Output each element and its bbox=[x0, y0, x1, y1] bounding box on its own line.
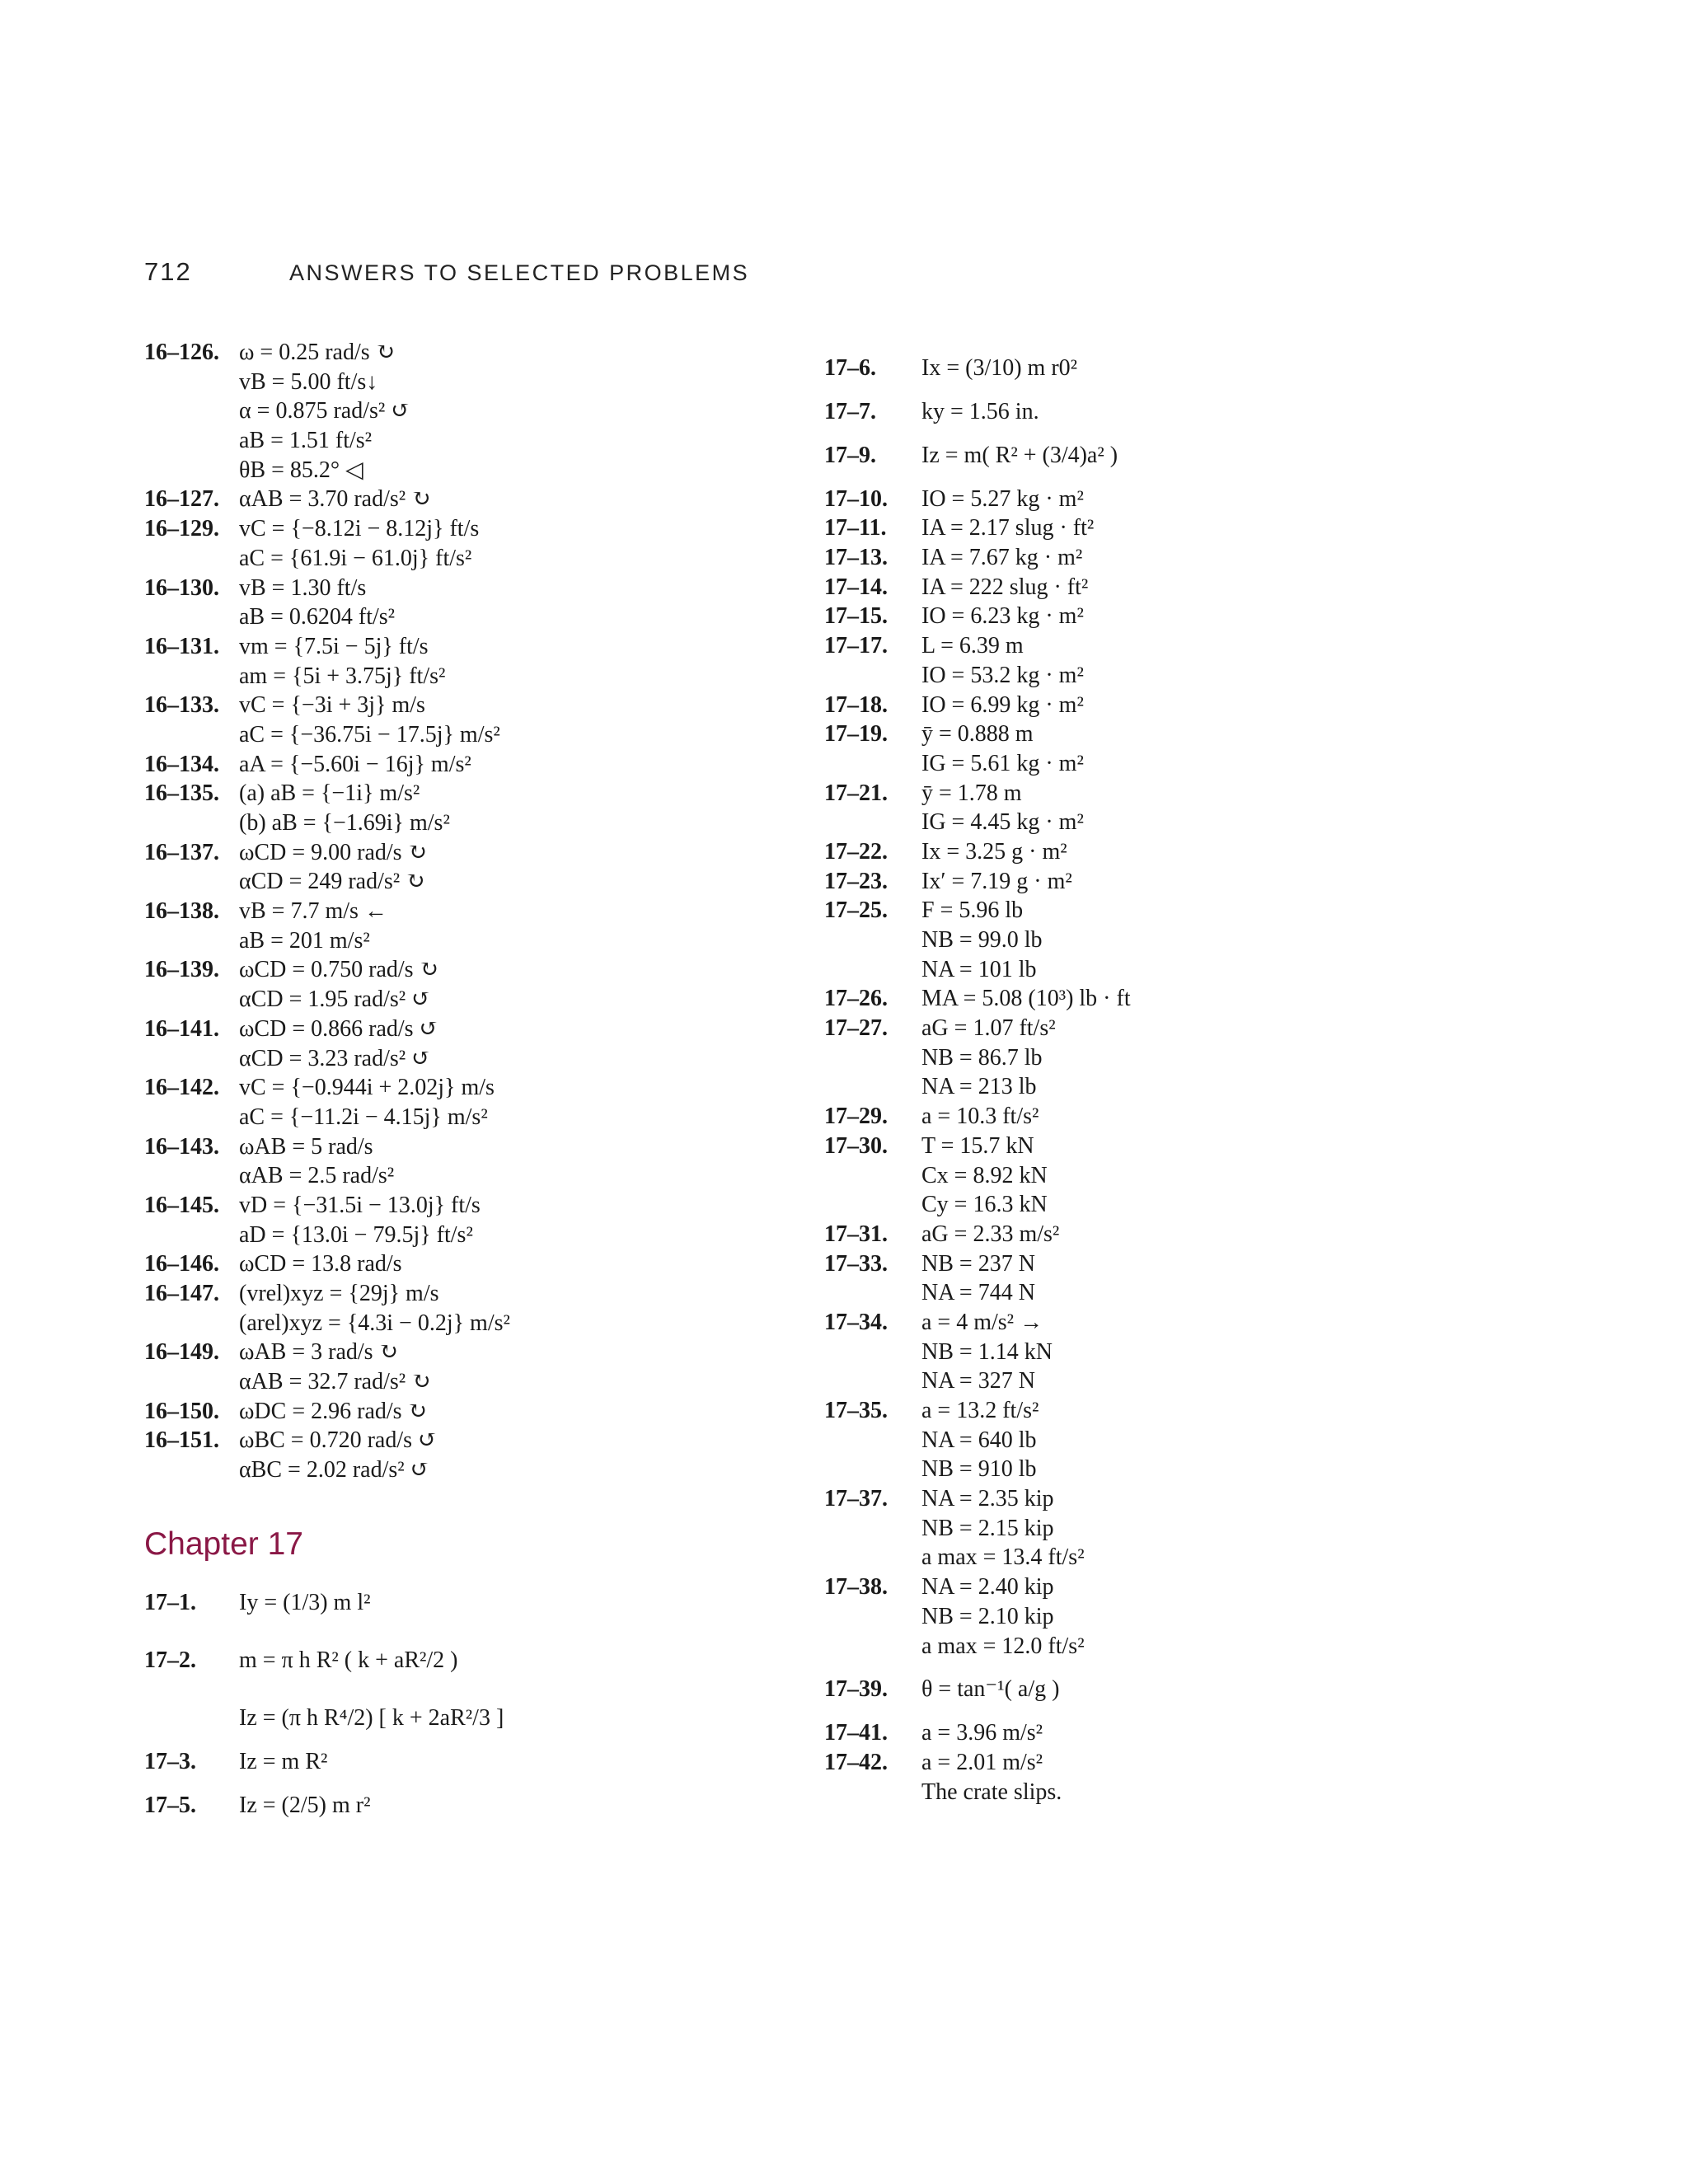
problem-number: 16–127. bbox=[144, 486, 219, 513]
answer-row bbox=[144, 632, 820, 662]
answer-value: am = {5i + 3.75j} ft/s² bbox=[239, 663, 446, 689]
answers-right-column bbox=[824, 340, 1566, 1807]
answer-value: Ix = (3/10) m r0² bbox=[921, 355, 1078, 381]
problem-number: 16–131. bbox=[144, 633, 219, 659]
problem-number: 17–7. bbox=[824, 399, 876, 424]
answer-row bbox=[144, 426, 820, 456]
problem-number: 17–25. bbox=[824, 898, 888, 924]
answer-row bbox=[824, 1455, 1566, 1484]
answer-value: NB = 1.14 kN bbox=[921, 1338, 1053, 1365]
problem-number: 16–137. bbox=[144, 839, 219, 865]
answer-row bbox=[824, 1072, 1566, 1102]
answer-value: ωCD = 0.750 rad/s ↻ bbox=[239, 957, 439, 983]
answer-row bbox=[824, 691, 1566, 720]
problem-number: 17–38. bbox=[824, 1574, 888, 1601]
problem-number: 17–6. bbox=[824, 355, 876, 381]
answer-row bbox=[144, 985, 820, 1015]
answer-value: Iz = (2/5) m r² bbox=[239, 1792, 371, 1818]
answer-row bbox=[144, 1367, 820, 1397]
answer-value: NB = 99.0 lb bbox=[921, 927, 1043, 953]
answer-value: NB = 237 N bbox=[921, 1250, 1035, 1277]
answer-row bbox=[144, 779, 820, 808]
answer-row bbox=[144, 1777, 820, 1835]
answer-value: Cy = 16.3 kN bbox=[921, 1192, 1048, 1218]
answer-value: vB = 5.00 ft/s↓ bbox=[239, 368, 378, 395]
problem-number: 17–22. bbox=[824, 838, 888, 865]
answer-value: NA = 213 lb bbox=[921, 1074, 1037, 1100]
answer-value: vB = 1.30 ft/s bbox=[239, 574, 367, 601]
answer-value: NA = 744 N bbox=[921, 1280, 1035, 1306]
answer-value: L = 6.39 m bbox=[921, 633, 1024, 659]
answer-value: IA = 7.67 kg · m² bbox=[921, 545, 1083, 571]
answer-row bbox=[144, 808, 820, 838]
problem-number: 16–141. bbox=[144, 1015, 219, 1042]
answer-row bbox=[824, 1014, 1566, 1043]
answer-row bbox=[824, 719, 1566, 749]
answer-row bbox=[144, 867, 820, 897]
answer-row bbox=[144, 1690, 820, 1747]
answer-value: IO = 53.2 kg · m² bbox=[921, 662, 1084, 688]
answer-value: (arel)xyz = {4.3i − 0.2j} m/s² bbox=[239, 1310, 510, 1336]
problem-number: 16–138. bbox=[144, 898, 219, 925]
answer-value: αCD = 1.95 rad/s² ↺ bbox=[239, 987, 431, 1013]
answer-value: αAB = 32.7 rad/s² ↻ bbox=[239, 1369, 431, 1395]
answer-value: aC = {−36.75i − 17.5j} m/s² bbox=[239, 721, 500, 748]
answer-value: NA = 2.40 kip bbox=[921, 1574, 1054, 1601]
answer-value: vB = 7.7 m/s ← bbox=[239, 898, 387, 925]
answer-row bbox=[144, 1015, 820, 1044]
answer-row bbox=[824, 779, 1566, 808]
answer-value: aB = 201 m/s² bbox=[239, 927, 370, 954]
answer-row bbox=[144, 926, 820, 956]
answer-value: (a) aB = {−1i} m/s² bbox=[239, 780, 420, 807]
answer-row bbox=[824, 984, 1566, 1014]
answer-row bbox=[144, 338, 820, 368]
problem-number: 17–21. bbox=[824, 780, 888, 806]
answer-value: T = 15.7 kN bbox=[921, 1132, 1034, 1159]
answer-value: aC = {61.9i − 61.0j} ft/s² bbox=[239, 545, 472, 571]
answer-row bbox=[824, 1572, 1566, 1602]
problem-number: 17–2. bbox=[144, 1647, 196, 1673]
answer-value: a = 10.3 ft/s² bbox=[921, 1104, 1039, 1130]
answer-row bbox=[824, 1220, 1566, 1249]
answer-value: Ix = 3.25 g · m² bbox=[921, 838, 1067, 865]
answer-row bbox=[144, 1191, 820, 1221]
answer-value: ω = 0.25 rad/s ↻ bbox=[239, 340, 396, 365]
answer-row bbox=[824, 1338, 1566, 1367]
answer-row bbox=[144, 1103, 820, 1132]
chapter-title: Chapter 17 bbox=[144, 1526, 303, 1562]
problem-number: 16–143. bbox=[144, 1133, 219, 1160]
answer-value: α = 0.875 rad/s² ↺ bbox=[239, 398, 410, 424]
problem-number: 17–29. bbox=[824, 1104, 888, 1130]
answer-row bbox=[144, 396, 820, 426]
answer-value: αBC = 2.02 rad/s² ↺ bbox=[239, 1457, 430, 1483]
problem-number: 17–3. bbox=[144, 1749, 196, 1774]
answer-value: αCD = 249 rad/s² ↻ bbox=[239, 869, 425, 895]
answer-row bbox=[824, 749, 1566, 779]
problem-number: 16–145. bbox=[144, 1192, 219, 1218]
problem-number: 16–135. bbox=[144, 780, 219, 807]
problem-number: 16–133. bbox=[144, 692, 219, 719]
answer-value: IO = 5.27 kg · m² bbox=[921, 485, 1084, 512]
answer-row bbox=[144, 1309, 820, 1338]
answer-row bbox=[144, 750, 820, 780]
answer-value: IA = 2.17 slug · ft² bbox=[921, 515, 1095, 541]
answer-row bbox=[824, 1543, 1566, 1572]
problem-number: 17–37. bbox=[824, 1486, 888, 1512]
problem-number: 16–151. bbox=[144, 1427, 219, 1454]
problem-number: 17–35. bbox=[824, 1398, 888, 1423]
problem-number: 16–150. bbox=[144, 1398, 219, 1424]
answer-row bbox=[824, 1484, 1566, 1514]
answer-value: θ = tan⁻¹( a/g ) bbox=[921, 1676, 1060, 1703]
answer-value: aB = 1.51 ft/s² bbox=[239, 428, 373, 454]
problem-number: 16–149. bbox=[144, 1339, 219, 1366]
answer-row bbox=[824, 1132, 1566, 1161]
answer-value: vD = {−31.5i − 13.0j} ft/s bbox=[239, 1192, 481, 1218]
answer-value: ωCD = 13.8 rad/s bbox=[239, 1251, 402, 1277]
problem-number: 16–126. bbox=[144, 340, 219, 365]
problem-number: 17–42. bbox=[824, 1749, 888, 1775]
answer-row bbox=[824, 1748, 1566, 1778]
answer-value: aC = {−11.2i − 4.15j} m/s² bbox=[239, 1104, 488, 1130]
problem-number: 17–26. bbox=[824, 986, 888, 1012]
answer-row bbox=[144, 691, 820, 720]
answer-value: NA = 640 lb bbox=[921, 1427, 1037, 1453]
answer-row bbox=[824, 1043, 1566, 1073]
answer-row bbox=[824, 661, 1566, 691]
answer-value: aB = 0.6204 ft/s² bbox=[239, 604, 396, 630]
answer-row bbox=[824, 1249, 1566, 1279]
answer-row bbox=[824, 1308, 1566, 1338]
answer-row bbox=[144, 1221, 820, 1250]
answer-row bbox=[144, 1338, 820, 1367]
problem-number: 16–142. bbox=[144, 1075, 219, 1101]
answer-value: a = 4 m/s² → bbox=[921, 1309, 1043, 1335]
answer-value: a max = 13.4 ft/s² bbox=[921, 1544, 1085, 1571]
answer-row bbox=[824, 926, 1566, 955]
problem-number: 17–30. bbox=[824, 1132, 888, 1159]
problem-number: 17–9. bbox=[824, 442, 876, 468]
answer-row bbox=[824, 1366, 1566, 1396]
problem-number: 16–130. bbox=[144, 574, 219, 601]
answer-value: aA = {−5.60i − 16j} m/s² bbox=[239, 751, 471, 777]
answer-value: αCD = 3.23 rad/s² ↺ bbox=[239, 1045, 431, 1071]
answer-row bbox=[144, 662, 820, 691]
answer-row bbox=[144, 368, 820, 397]
answer-value: vC = {−8.12i − 8.12j} ft/s bbox=[239, 516, 480, 542]
answer-row bbox=[144, 456, 820, 485]
answer-value: a = 13.2 ft/s² bbox=[921, 1398, 1039, 1423]
answer-row bbox=[824, 1102, 1566, 1132]
problem-number: 17–15. bbox=[824, 603, 888, 630]
answer-row bbox=[824, 808, 1566, 837]
answer-row bbox=[824, 513, 1566, 543]
answer-value: NB = 86.7 lb bbox=[921, 1044, 1043, 1071]
answer-value: NB = 910 lb bbox=[921, 1456, 1037, 1483]
answer-row bbox=[144, 955, 820, 985]
answer-value: NB = 2.10 kip bbox=[921, 1603, 1054, 1629]
answer-row bbox=[824, 955, 1566, 985]
answer-value: a max = 12.0 ft/s² bbox=[921, 1633, 1085, 1659]
problem-number: 17–13. bbox=[824, 545, 888, 571]
answer-value: vC = {−3i + 3j} m/s bbox=[239, 692, 425, 719]
answer-row bbox=[144, 544, 820, 574]
answer-value: ωCD = 0.866 rad/s ↺ bbox=[239, 1015, 439, 1042]
answer-row bbox=[824, 1602, 1566, 1632]
problem-number: 17–27. bbox=[824, 1015, 888, 1042]
answer-row bbox=[144, 838, 820, 868]
answer-row bbox=[824, 896, 1566, 926]
answer-row bbox=[144, 1574, 820, 1632]
answer-row bbox=[824, 397, 1566, 427]
answer-row bbox=[824, 485, 1566, 514]
answer-row bbox=[824, 1778, 1566, 1807]
problem-number: 16–139. bbox=[144, 957, 219, 983]
answer-row bbox=[824, 1632, 1566, 1661]
answer-value: ȳ = 0.888 m bbox=[921, 721, 1034, 748]
answer-value: IG = 4.45 kg · m² bbox=[921, 809, 1084, 836]
problem-number: 16–147. bbox=[144, 1281, 219, 1306]
answer-row bbox=[144, 1747, 820, 1777]
answer-row bbox=[824, 1426, 1566, 1455]
answer-value: IA = 222 slug · ft² bbox=[921, 574, 1089, 600]
problem-number: 17–5. bbox=[144, 1792, 196, 1818]
answer-row bbox=[824, 1396, 1566, 1426]
answer-value: NA = 327 N bbox=[921, 1368, 1035, 1394]
answer-row bbox=[144, 1073, 820, 1103]
answer-row bbox=[824, 1190, 1566, 1220]
answer-row bbox=[144, 514, 820, 544]
answer-value: θB = 85.2° ◁ bbox=[239, 457, 363, 483]
answer-value: Iy = (1/3) m l² bbox=[239, 1590, 371, 1615]
answer-row bbox=[144, 1455, 820, 1485]
problem-number: 17–14. bbox=[824, 574, 888, 600]
answer-value: ky = 1.56 in. bbox=[921, 399, 1039, 424]
answer-row bbox=[824, 340, 1566, 397]
answer-row bbox=[144, 1426, 820, 1455]
answer-row bbox=[824, 1718, 1566, 1748]
answer-row bbox=[144, 1044, 820, 1074]
problem-number: 17–33. bbox=[824, 1250, 888, 1277]
answer-row bbox=[144, 897, 820, 926]
answer-row bbox=[824, 631, 1566, 661]
problem-number: 17–18. bbox=[824, 691, 888, 718]
answer-value: vm = {7.5i − 5j} ft/s bbox=[239, 633, 429, 659]
answer-value: Iz = m( R² + (3/4)a² ) bbox=[921, 442, 1118, 468]
answer-value: ωAB = 3 rad/s ↻ bbox=[239, 1339, 399, 1366]
answer-row bbox=[824, 602, 1566, 631]
answer-row bbox=[824, 867, 1566, 897]
answer-row bbox=[144, 602, 820, 632]
answer-value: ωDC = 2.96 rad/s ↻ bbox=[239, 1398, 428, 1424]
answer-value: aG = 1.07 ft/s² bbox=[921, 1015, 1056, 1042]
answer-value: Cx = 8.92 kN bbox=[921, 1162, 1048, 1188]
problem-number: 16–134. bbox=[144, 751, 219, 777]
problem-number: 17–23. bbox=[824, 868, 888, 894]
answer-row bbox=[144, 1397, 820, 1427]
answer-row bbox=[144, 1132, 820, 1162]
answer-value: αAB = 3.70 rad/s² ↻ bbox=[239, 486, 431, 513]
problem-number: 17–17. bbox=[824, 633, 888, 659]
answer-row bbox=[144, 485, 820, 514]
answer-value: NA = 101 lb bbox=[921, 956, 1037, 982]
answer-row bbox=[144, 574, 820, 603]
answer-value: a = 3.96 m/s² bbox=[921, 1720, 1043, 1746]
running-head: ANSWERS TO SELECTED PROBLEMS bbox=[289, 260, 750, 285]
answer-value: aD = {13.0i − 79.5j} ft/s² bbox=[239, 1221, 473, 1248]
answer-row bbox=[824, 1514, 1566, 1544]
problem-number: 17–34. bbox=[824, 1309, 888, 1335]
answers-left-column bbox=[144, 338, 820, 1485]
problem-number: 16–129. bbox=[144, 516, 219, 542]
answer-value: aG = 2.33 m/s² bbox=[921, 1221, 1060, 1247]
answer-value: ȳ = 1.78 m bbox=[921, 780, 1022, 806]
answer-value: (b) aB = {−1.69i} m/s² bbox=[239, 810, 450, 836]
answer-value: (vrel)xyz = {29j} m/s bbox=[239, 1281, 439, 1306]
answer-value: IO = 6.23 kg · m² bbox=[921, 603, 1084, 630]
problem-number: 17–41. bbox=[824, 1720, 888, 1746]
answer-row bbox=[824, 543, 1566, 573]
problem-number: 17–31. bbox=[824, 1221, 888, 1247]
answer-row bbox=[824, 837, 1566, 867]
chapter17-left-column bbox=[144, 1574, 820, 1835]
answer-value: ωBC = 0.720 rad/s ↺ bbox=[239, 1427, 438, 1454]
answer-value: ωAB = 5 rad/s bbox=[239, 1133, 373, 1160]
problem-number: 17–11. bbox=[824, 515, 887, 541]
answer-row bbox=[824, 1661, 1566, 1718]
answer-value: NA = 2.35 kip bbox=[921, 1486, 1054, 1512]
answer-row bbox=[144, 1249, 820, 1279]
answer-value: Iz = (π h R⁴/2) [ k + 2aR²/3 ] bbox=[239, 1705, 504, 1731]
answer-value: Ix′ = 7.19 g · m² bbox=[921, 868, 1072, 894]
answer-row bbox=[144, 1279, 820, 1309]
answer-value: vC = {−0.944i + 2.02j} m/s bbox=[239, 1075, 495, 1101]
answer-value: The crate slips. bbox=[921, 1779, 1062, 1805]
answer-row bbox=[824, 573, 1566, 602]
answer-row bbox=[144, 1632, 820, 1690]
problem-number: 17–1. bbox=[144, 1590, 196, 1615]
page-number: 712 bbox=[144, 257, 192, 286]
answer-value: ωCD = 9.00 rad/s ↻ bbox=[239, 839, 428, 865]
answer-value: αAB = 2.5 rad/s² bbox=[239, 1163, 395, 1189]
problem-number: 17–10. bbox=[824, 485, 888, 512]
problem-number: 17–39. bbox=[824, 1676, 888, 1703]
answer-row bbox=[824, 1161, 1566, 1191]
answer-row bbox=[144, 1161, 820, 1191]
problem-number: 16–146. bbox=[144, 1251, 219, 1277]
answer-value: m = π h R² ( k + aR²/2 ) bbox=[239, 1647, 458, 1673]
answer-value: a = 2.01 m/s² bbox=[921, 1749, 1043, 1775]
answer-value: Iz = m R² bbox=[239, 1749, 328, 1774]
answer-row bbox=[144, 720, 820, 750]
answer-row bbox=[824, 427, 1566, 485]
answer-value: IO = 6.99 kg · m² bbox=[921, 691, 1084, 718]
problem-number: 17–19. bbox=[824, 721, 888, 748]
answer-value: IG = 5.61 kg · m² bbox=[921, 750, 1084, 776]
answer-value: F = 5.96 lb bbox=[921, 898, 1024, 924]
answer-value: MA = 5.08 (10³) lb · ft bbox=[921, 986, 1131, 1012]
answer-value: NB = 2.15 kip bbox=[921, 1515, 1054, 1541]
answer-row bbox=[824, 1278, 1566, 1308]
